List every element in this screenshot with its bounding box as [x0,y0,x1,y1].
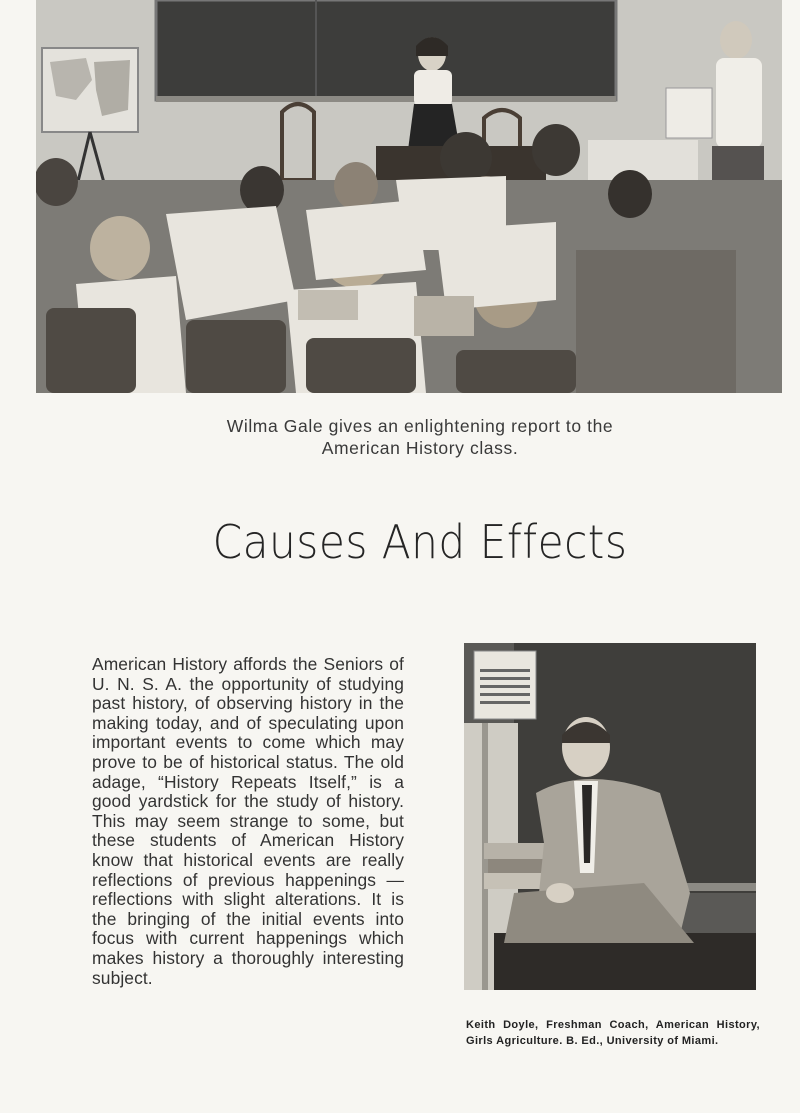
classroom-caption [0,415,800,459]
classroom-photo [36,0,782,393]
teacher-caption: Keith Doyle, Freshman Coach, American History, Girls Agriculture. B. Ed., University of Miami. [466,1019,760,1047]
classroom-caption-line-2: American History class. [321,438,519,458]
article-body: American History affords the Seniors of U. N. S. A. the opportunity of studying past history, of observing history in the making today, and of speculating upon important events to come which may prove to be of historical status. The old adage, “History Repeats Itself,” is a good yardstick for the study of history. This may seem strange to some, but these students of American History know that historical events are really reflections of previous happenings — reflections with slight alterations. It is the bringing of the initial events into focus with current happenings which makes history a thoroughly interesting subject. [92,654,404,988]
classroom-caption-line-1: Wilma Gale gives an enlightening report to the [226,416,614,436]
page-title: Causes And Effects [212,515,628,569]
teacher-photo-graphic [464,643,756,990]
teacher-photo [464,643,756,990]
classroom-photo-graphic [36,0,782,393]
